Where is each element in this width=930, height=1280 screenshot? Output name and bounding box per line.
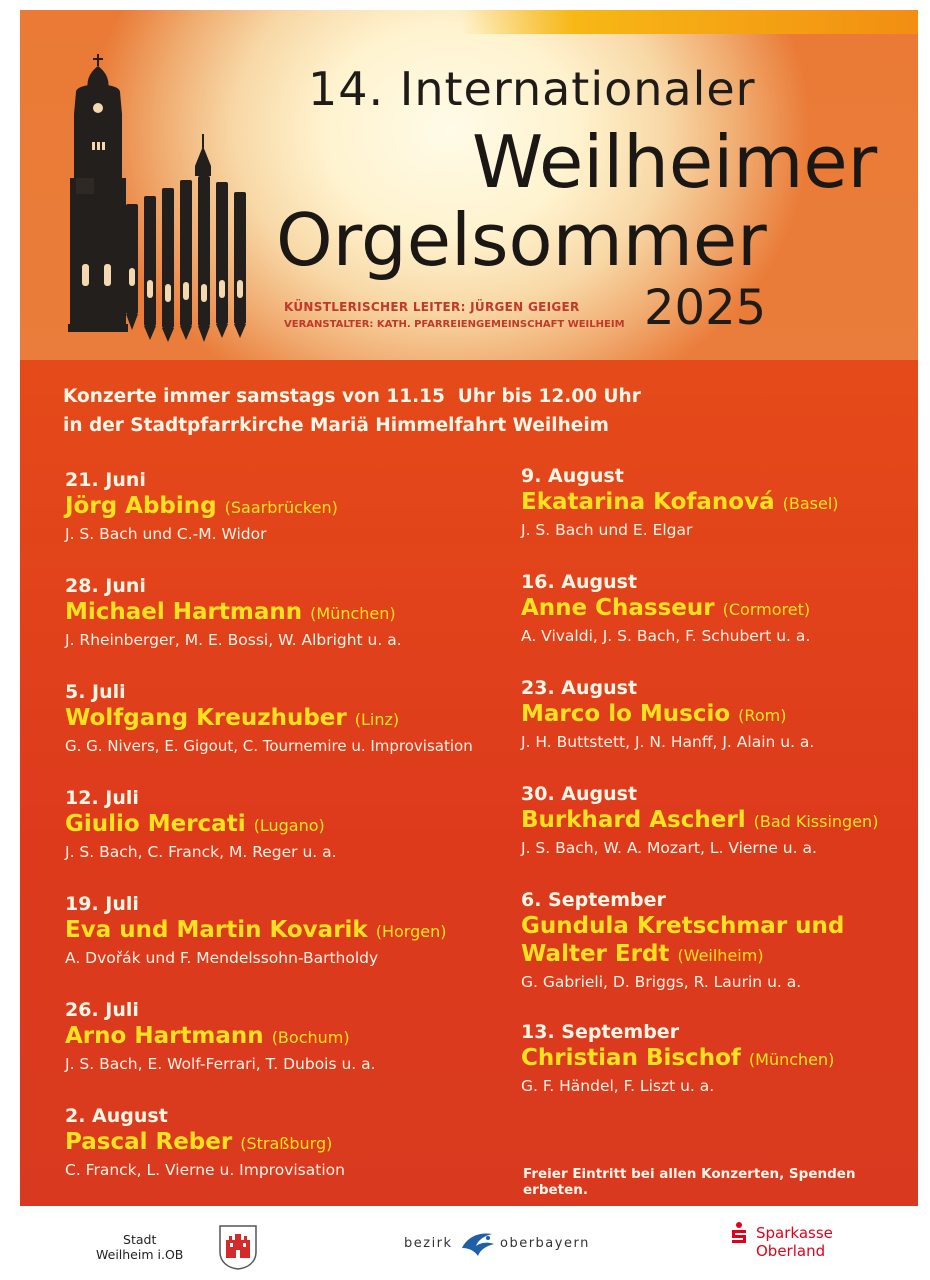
- concert-program: J. S. Bach, W. A. Mozart, L. Vierne u. a.: [521, 839, 817, 857]
- artist-name: Michael Hartmann: [65, 599, 303, 625]
- stadt-weilheim-label: [96, 1232, 183, 1262]
- concert-artist: [521, 488, 918, 518]
- concert-entry: [521, 1020, 918, 1098]
- poster: [20, 10, 918, 1206]
- concert-artist: [65, 1128, 505, 1158]
- concert-date: 23. August: [521, 677, 638, 699]
- artist-city: (München): [310, 604, 396, 623]
- artist-name: Arno Hartmann: [65, 1023, 264, 1049]
- artist-city: (Linz): [354, 710, 400, 729]
- concert-artist: [65, 916, 505, 946]
- artist-city: (Horgen): [375, 922, 447, 941]
- artist-city: (Lugano): [253, 816, 325, 835]
- concert-date: 12. Juli: [65, 787, 139, 809]
- concert-artist: [521, 700, 918, 730]
- artist-city: (Bochum): [271, 1028, 350, 1047]
- concert-program: J. S. Bach, E. Wolf-Ferrari, T. Dubois u. a.: [65, 1055, 376, 1073]
- concert-entry: [65, 1104, 505, 1182]
- stadt-line-1: Stadt: [123, 1232, 157, 1247]
- concert-artist-line1: Gundula Kretschmar und: [521, 913, 845, 939]
- artist-city: (Cormoret): [722, 600, 811, 619]
- concert-entry: [521, 570, 918, 648]
- concert-entry: [521, 464, 918, 542]
- sparkasse-label: [756, 1224, 833, 1260]
- intro-line-2: in der Stadtpfarrkirche Mariä Himmelfahrt Weilheim: [63, 415, 609, 436]
- concert-date: 19. Juli: [65, 893, 139, 915]
- concert-program: A. Dvořák und F. Mendelssohn-Bartholdy: [65, 949, 379, 967]
- concert-program: J. H. Buttstett, J. N. Hanff, J. Alain u. a.: [521, 733, 815, 751]
- concert-entry: [521, 676, 918, 754]
- concert-date: 6. September: [521, 889, 666, 911]
- concert-entry: [521, 782, 918, 860]
- concert-artist: [65, 598, 505, 628]
- bezirk-oberbayern-emblem-icon: [458, 1228, 498, 1260]
- free-entry-note: Freier Eintritt bei allen Konzerten, Spenden erbeten.: [523, 1166, 856, 1198]
- intro-text: [63, 382, 641, 440]
- artist-city: (Rom): [738, 706, 787, 725]
- concert-artist: [65, 492, 505, 522]
- artist-name: Eva und Martin Kovarik: [65, 917, 368, 943]
- sparkasse-line-2: Oberland: [756, 1242, 826, 1260]
- concert-program: G. Gabrieli, D. Briggs, R. Laurin u. a.: [521, 973, 802, 991]
- concert-entry: [65, 892, 505, 970]
- concert-program: J. S. Bach, C. Franck, M. Reger u. a.: [65, 843, 337, 861]
- concert-date: 21. Juni: [65, 469, 146, 491]
- sparkasse-s-icon: [729, 1221, 749, 1247]
- artist-city: (Straßburg): [240, 1134, 333, 1153]
- bezirk-logo-left: bezirk: [404, 1236, 453, 1251]
- artist-name: Pascal Reber: [65, 1129, 233, 1155]
- artist-name: Jörg Abbing: [65, 493, 217, 519]
- concert-entry: [521, 888, 918, 994]
- sparkasse-line-1: Sparkasse: [756, 1224, 833, 1242]
- concert-date: 16. August: [521, 571, 638, 593]
- church-organ-icon: [64, 54, 254, 344]
- concert-artist-line2: [521, 940, 918, 970]
- concert-date: 28. Juni: [65, 575, 146, 597]
- decorative-top-band: [460, 10, 918, 34]
- artist-city: (Weilheim): [677, 946, 764, 965]
- artist-name: Anne Chasseur: [521, 595, 715, 621]
- concert-program: J. Rheinberger, M. E. Bossi, W. Albright u. a.: [65, 631, 402, 649]
- artist-name: Wolfgang Kreuzhuber: [65, 705, 347, 731]
- artist-name: Marco lo Muscio: [521, 701, 731, 727]
- organizer-credit: VERANSTALTER: KATH. PFARREIENGEMEINSCHAFT WEILHEIM: [284, 319, 625, 330]
- concert-program: A. Vivaldi, J. S. Bach, F. Schubert u. a.: [521, 627, 811, 645]
- artist-name: Ekatarina Kofanová: [521, 489, 775, 515]
- artist-name: Walter Erdt: [521, 941, 670, 967]
- concert-artist: [521, 806, 918, 836]
- artist-name: Christian Bischof: [521, 1045, 741, 1071]
- artist-city: (Saarbrücken): [224, 498, 338, 517]
- concert-entry: [65, 786, 505, 864]
- concert-program: C. Franck, L. Vierne u. Improvisation: [65, 1161, 345, 1179]
- concert-date: 9. August: [521, 465, 624, 487]
- concert-artist: [65, 1022, 505, 1052]
- title-year: 2025: [644, 280, 767, 336]
- concert-program: G. F. Händel, F. Liszt u. a.: [521, 1077, 715, 1095]
- concert-date: 30. August: [521, 783, 638, 805]
- concert-entry: [65, 998, 505, 1076]
- weilheim-crest-icon: [218, 1224, 258, 1270]
- artist-city: (Basel): [782, 494, 839, 513]
- concert-date: 26. Juli: [65, 999, 139, 1021]
- stadt-line-2: Weilheim i.OB: [96, 1247, 184, 1262]
- artist-name: Burkhard Ascherl: [521, 807, 746, 833]
- concert-artist: [521, 1044, 918, 1074]
- artist-city: (München): [748, 1050, 835, 1069]
- concert-date: 13. September: [521, 1021, 680, 1043]
- concert-entry: [65, 574, 505, 652]
- concert-artist: [521, 594, 918, 624]
- concert-entry: [65, 680, 505, 758]
- artist-city: (Bad Kissingen): [753, 812, 879, 831]
- concert-date: 5. Juli: [65, 681, 126, 703]
- concert-program: J. S. Bach und C.-M. Widor: [65, 525, 267, 543]
- artist-name: Giulio Mercati: [65, 811, 246, 837]
- artistic-director-credit: KÜNSTLERISCHER LEITER: JÜRGEN GEIGER: [284, 300, 580, 314]
- concert-artist: [65, 704, 505, 734]
- intro-line-1: Konzerte immer samstags von 11.15 Uhr bis 12.00 Uhr: [63, 386, 641, 407]
- concert-program: G. G. Nivers, E. Gigout, C. Tournemire u. Improvisation: [65, 737, 473, 755]
- title-edition: 14. Internationaler: [308, 62, 756, 116]
- concert-artist: [65, 810, 505, 840]
- concert-program: J. S. Bach und E. Elgar: [521, 521, 693, 539]
- title-orgelsommer: Orgelsommer: [276, 198, 767, 282]
- concert-date: 2. August: [65, 1105, 168, 1127]
- concert-entry: [65, 468, 505, 546]
- bezirk-logo-right: oberbayern: [500, 1236, 590, 1251]
- title-weilheimer: Weilheimer: [472, 120, 878, 204]
